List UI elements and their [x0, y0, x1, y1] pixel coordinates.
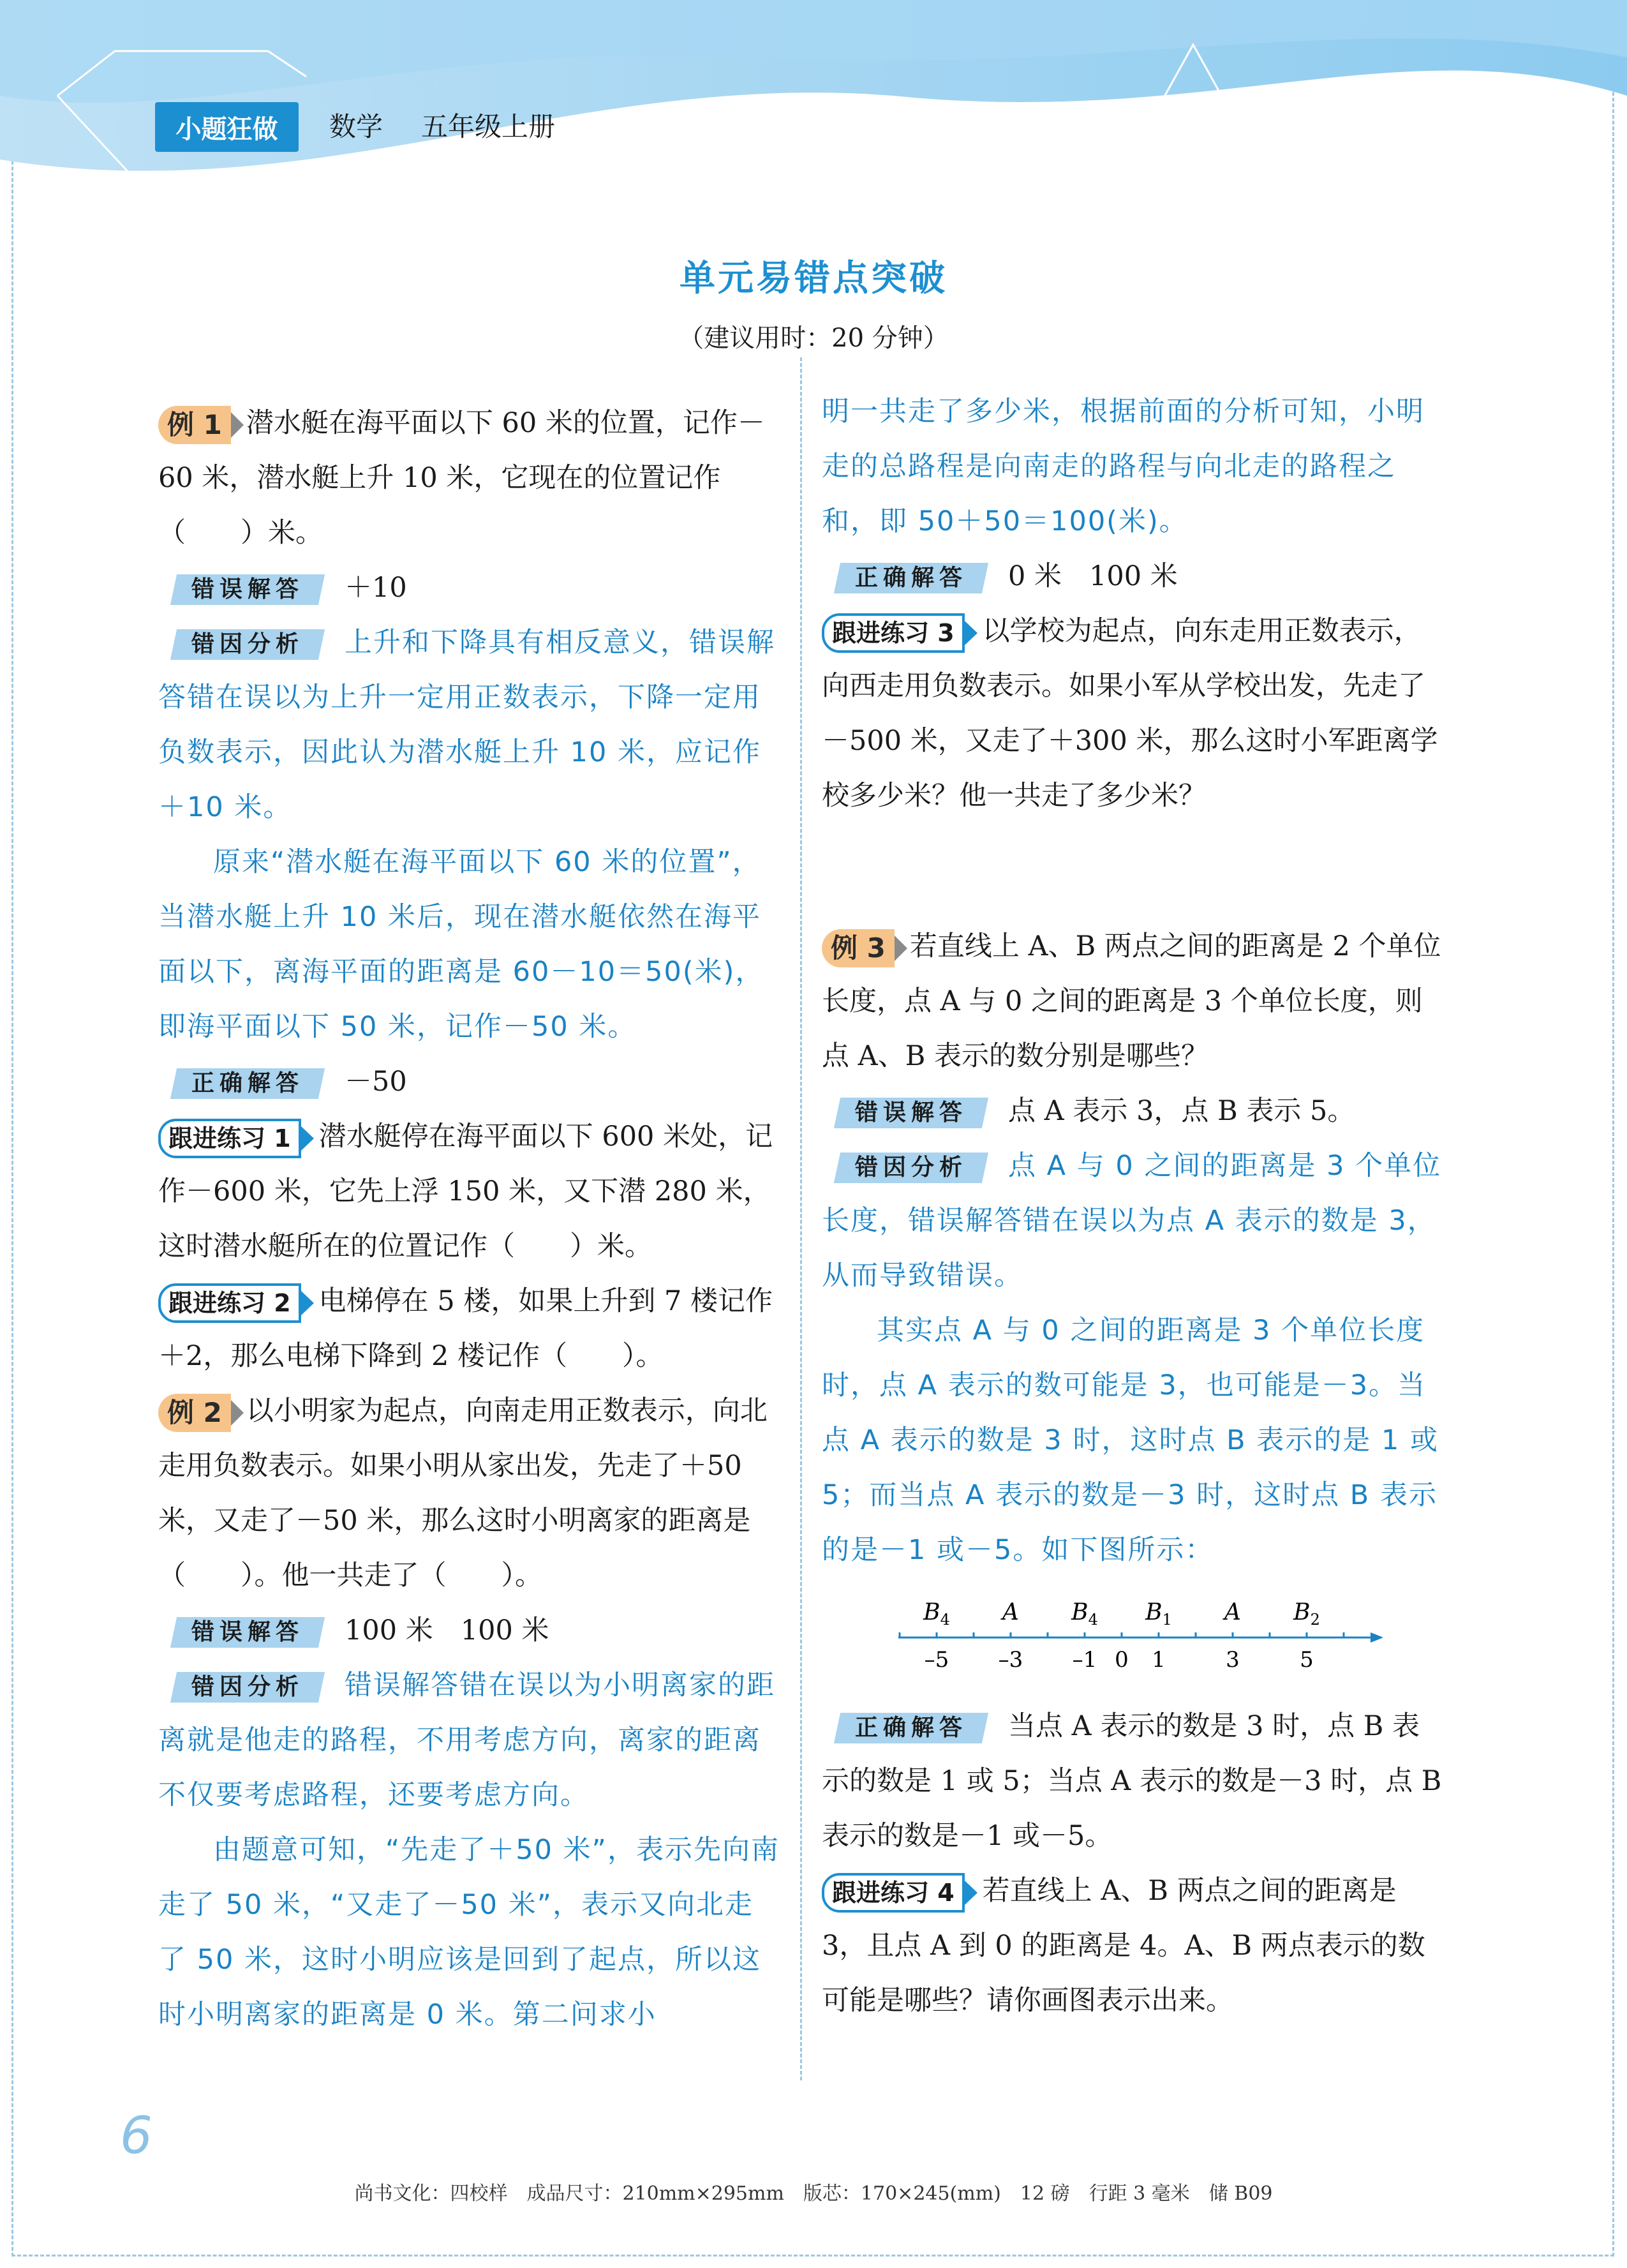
follow-up-3: 跟进练习 3 以学校为起点，向东走用正数表示，向西走用负数表示。如果小军从学校出发，先走了－500 米，又走了＋300 米，那么这时小军距离学校多少米？他一共走了多少米？ [822, 604, 1444, 823]
number-line-tick-label: –3 [998, 1647, 1023, 1673]
number-line-point-label: $B_4$ [923, 1599, 950, 1629]
example-2-wrong-answer: 错误解答 100 米 100 米 [158, 1603, 780, 1658]
follow-up-4-tag: 跟进练习 4 [822, 1873, 965, 1913]
example-1-tag: 例 1 [158, 406, 231, 444]
example-2-analysis-2a: 由题意可知，“先走了＋50 米”，表示先向南走了 50 米，“又走了－50 米”，表示又向北走了 50 米，这时小明应该是回到了起点，所以这时小明离家的距离是 0 米。第二问求小 [158, 1834, 780, 2031]
example-3-analysis-2: 其实点 A 与 0 之间的距离是 3 个单位长度时，点 A 表示的数可能是 3，也可能是－3。当点 A 表示的数是 3 时，这时点 B 表示的是 1 或 5；而当点 A 表示的数是－3 时，这时点 B 表示的是－1 或－5。如下图所示： [822, 1315, 1439, 1566]
page-title: 单元易错点突破 [680, 258, 947, 299]
grade-label: 五年级上册 [421, 111, 556, 142]
follow-up-1: 跟进练习 1 潜水艇停在海平面以下 600 米处，记作－600 米，它先上浮 150 米，又下潜 280 米，这时潜水艇所在的位置记作（ ）米。 [158, 1109, 780, 1274]
error-analysis-tag: 错因分析 [170, 1672, 325, 1703]
number-line-arrow [1371, 1632, 1383, 1643]
number-line-figure [822, 1584, 1444, 1686]
example-2-analysis: 错因分析 错误解答错在误以为小明离家的距离就是他走的路程，不用考虑方向，离家的距离不仅要考虑路程，还要考虑方向。 [158, 1669, 776, 1811]
page-subtitle: （建议用时：20 分钟） [678, 324, 949, 353]
error-analysis-tag: 错因分析 [834, 1153, 988, 1183]
wrong-answer-tag: 错误解答 [170, 574, 325, 605]
example-1-analysis-2: 原来“潜水艇在海平面以下 60 米的位置”，当潜水艇上升 10 米后，现在潜水艇依然在海平面以下，离海平面的距离是 60－10＝50(米)，即海平面以下 50 米，记作－50 米。 [158, 846, 764, 1043]
example-1-wrong-answer: 错误解答 ＋10 [158, 560, 780, 615]
follow-up-2-tag: 跟进练习 2 [158, 1283, 301, 1323]
correct-answer-tag: 正确解答 [834, 563, 988, 593]
example-2-analysis-2b: 明一共走了多少米，根据前面的分析可知，小明走的总路程是向南走的路程与向北走的路程之和，即 50＋50＝100(米)。 [822, 396, 1425, 537]
example-3-question: 例 3 若直线上 A、B 两点之间的距离是 2 个单位长度，点 A 与 0 之间的距离是 3 个单位长度，则点 A、B 表示的数分别是哪些？ [822, 930, 1441, 1072]
number-line [822, 1584, 1444, 1686]
number-line-point-label: $B_4$ [1071, 1599, 1098, 1629]
follow-up-3-tag: 跟进练习 3 [822, 613, 965, 653]
example-1-analysis: 错因分析 上升和下降具有相反意义，错误解答错在误以为上升一定用正数表示，下降一定用负数表示，因此认为潜水艇上升 10 米，应记作＋10 米。 [158, 627, 776, 823]
example-2-tag: 例 2 [158, 1394, 231, 1432]
example-3-wrong-answer: 错误解答 点 A 表示 3，点 B 表示 5。 [822, 1084, 1444, 1138]
number-line-tick-label: 3 [1226, 1647, 1240, 1673]
number-line-point-label: A [1224, 1599, 1241, 1625]
column-divider [800, 357, 802, 2080]
right-column [822, 384, 1444, 2028]
follow-up-2: 跟进练习 2 电梯停在 5 楼，如果上升到 7 楼记作＋2，那么电梯下降到 2 楼记作（ ）。 [158, 1274, 780, 1384]
left-column [158, 396, 780, 2042]
follow-up-1-tag: 跟进练习 1 [158, 1119, 301, 1158]
correct-answer-tag: 正确解答 [834, 1713, 988, 1743]
error-analysis-tag: 错因分析 [170, 629, 325, 660]
example-1-correct-answer: 正确解答 －50 [158, 1054, 780, 1109]
number-line-point-label: A [1002, 1599, 1019, 1625]
number-line-tick-label: –5 [924, 1647, 949, 1673]
answer-space [822, 823, 1444, 919]
subject-label: 数学 [329, 111, 383, 142]
example-3-analysis: 错因分析 点 A 与 0 之间的距离是 3 个单位长度，错误解答错在误以为点 A 表示的数是 3，从而导致错误。 [822, 1150, 1442, 1292]
page-number: 6 [120, 2106, 152, 2165]
wrong-answer-tag: 错误解答 [170, 1617, 325, 1648]
print-footer: 尚书文化：四校样 成品尺寸：210mm×295mm 版芯：170×245(mm) 12 磅 行距 3 毫米 储 B09 [354, 2182, 1273, 2205]
number-line-tick-label: 1 [1152, 1647, 1166, 1673]
correct-answer-tag: 正确解答 [170, 1068, 325, 1099]
number-line-point-label: $B_1$ [1145, 1599, 1172, 1629]
example-3-correct-answer: 正确解答 当点 A 表示的数是 3 时，点 B 表示的数是 1 或 5；当点 A 表示的数是－3 时，点 B 表示的数是－1 或－5。 [822, 1710, 1442, 1852]
number-line-tick-label: 0 [1115, 1647, 1129, 1673]
number-line-tick-label: –1 [1072, 1647, 1097, 1673]
example-1-question: 例 1 潜水艇在海平面以下 60 米的位置，记作－60 米，潜水艇上升 10 米，它现在的位置记作（ ）米。 [158, 407, 765, 549]
example-2-correct-answer: 正确解答 0 米 100 米 [822, 549, 1444, 604]
number-line-point-label: $B_2$ [1293, 1599, 1320, 1629]
example-3-tag: 例 3 [822, 929, 895, 967]
number-line-tick-label: 5 [1300, 1647, 1314, 1673]
example-2-question: 例 2 以小明家为起点，向南走用正数表示，向北走用负数表示。如果小明从家出发，先走了＋50 米，又走了－50 米，那么这时小明离家的距离是（ ）。他一共走了（ ）。 [158, 1395, 768, 1592]
wrong-answer-tag: 错误解答 [834, 1098, 988, 1128]
follow-up-4: 跟进练习 4 若直线上 A、B 两点之间的距离是 3，且点 A 到 0 的距离是 4。A、B 两点表示的数可能是哪些？请你画图表示出来。 [822, 1863, 1444, 2028]
series-badge: 小题狂做 [155, 102, 299, 152]
